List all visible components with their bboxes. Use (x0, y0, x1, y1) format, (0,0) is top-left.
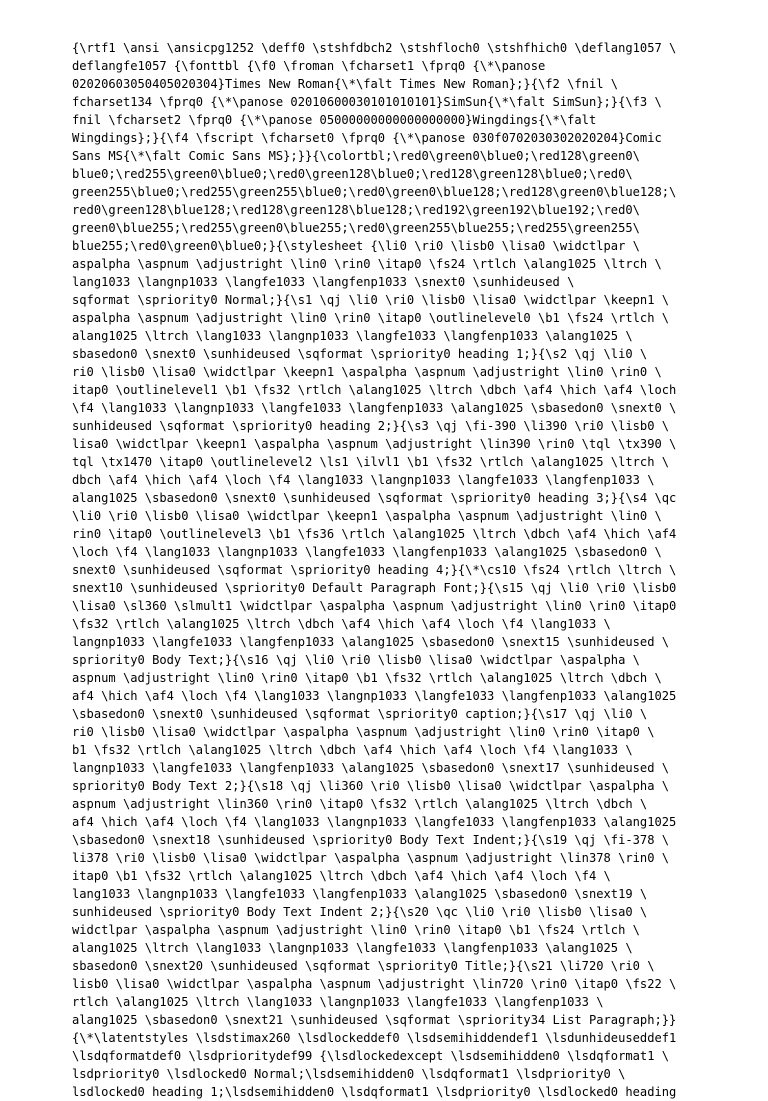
text-line: spriority0 Body Text 2;}{\s18 \qj \li360 \ri0 \lisb0 \lisa0 \widctlpar \aspalpha \ (72, 779, 670, 793)
text-line: \lsdqformatdef0 \lsdprioritydef99 {\lsdlockedexcept \lsdsemihidden0 \lsdqformat1 \ (72, 1049, 670, 1063)
text-line: spriority0 Body Text;}{\s16 \qj \li0 \ri0 \lisb0 \lisa0 \widctlpar \aspalpha \ (72, 653, 640, 667)
text-line: \fs32 \rtlch \alang1025 \ltrch \dbch \af4 \hich \af4 \loch \f4 \lang1033 \ (72, 617, 611, 631)
text-line: \lisa0 \sl360 \slmult1 \widctlpar \aspalpha \aspnum \adjustright \lin0 \rin0 \itap0 (72, 599, 677, 613)
text-line: green255\blue0;\red255\green255\blue0;\red0\green0\blue128;\red128\green0\blue128;\ (72, 185, 677, 199)
text-line: aspalpha \aspnum \adjustright \lin0 \rin0 \itap0 \fs24 \rtlch \alang1025 \ltrch \ (72, 257, 662, 271)
text-line: tql \tx1470 \itap0 \outlinelevel2 \ls1 \ilvl1 \b1 \fs32 \rtlch \alang1025 \ltrch \ (72, 455, 670, 469)
text-line: fcharset134 \fprq0 {\*\panose 02010600030101010101}SimSun{\*\falt SimSun};}{\f3 \ (72, 95, 662, 109)
text-line: aspnum \adjustright \lin0 \rin0 \itap0 \b1 \fs32 \rtlch \alang1025 \ltrch \dbch \ (72, 671, 662, 685)
text-line: blue0;\red255\green0\blue0;\red0\green128\blue0;\red128\green128\blue0;\red0\ (72, 167, 633, 181)
text-line: fnil \fcharset2 \fprq0 {\*\panose 05000000000000000000}Wingdings{\*\falt (72, 113, 597, 127)
text-line: ri0 \lisb0 \lisa0 \widctlpar \aspalpha \aspnum \adjustright \lin0 \rin0 \itap0 \ (72, 725, 655, 739)
text-line: dbch \af4 \hich \af4 \loch \f4 \lang1033 \langnp1033 \langfe1033 \langfenp1033 \ (72, 473, 655, 487)
text-line: sbasedon0 \snext0 \sunhideused \sqformat \spriority0 heading 1;}{\s2 \qj \li0 \ (72, 347, 648, 361)
text-line: li378 \ri0 \lisb0 \lisa0 \widctlpar \aspalpha \aspnum \adjustright \lin378 \rin0 \ (72, 851, 670, 865)
text-line: aspalpha \aspnum \adjustright \lin0 \rin0 \itap0 \outlinelevel0 \b1 \fs24 \rtlch \ (72, 311, 670, 325)
text-line: blue255;\red0\green0\blue0;}{\stylesheet {\li0 \ri0 \lisb0 \lisa0 \widctlpar \ (72, 239, 640, 253)
text-line: lsdlocked0 heading 1;\lsdsemihidden0 \lsdqformat1 \lsdpriority0 \lsdlocked0 heading (72, 1085, 677, 1099)
text-line: alang1025 \sbasedon0 \snext21 \sunhideused \sqformat \spriority34 List Paragraph;}} (72, 1013, 677, 1027)
text-line: lsdpriority0 \lsdlocked0 Normal;\lsdsemihidden0 \lsdqformat1 \lsdpriority0 \ (72, 1067, 626, 1081)
text-line: af4 \hich \af4 \loch \f4 \lang1033 \langnp1033 \langfe1033 \langfenp1033 \alang1025 (72, 689, 677, 703)
text-line: aspnum \adjustright \lin360 \rin0 \itap0 \fs32 \rtlch \alang1025 \ltrch \dbch \ (72, 797, 648, 811)
text-line: sbasedon0 \snext20 \sunhideused \sqformat \spriority0 Title;}{\s21 \li720 \ri0 \ (72, 959, 655, 973)
text-line: itap0 \b1 \fs32 \rtlch \alang1025 \ltrch \dbch \af4 \hich \af4 \loch \f4 \ (72, 869, 611, 883)
text-line: lang1033 \langnp1033 \langfe1033 \langfenp1033 \alang1025 \sbasedon0 \snext19 \ (72, 887, 648, 901)
text-line: snext0 \sunhideused \sqformat \spriority0 heading 4;}{\*\cs10 \fs24 \rtlch \ltrch \ (72, 563, 677, 577)
text-line: {\*\latentstyles \lsdstimax260 \lsdlockeddef0 \lsdsemihiddendef1 \lsdunhideuseddef1 (72, 1031, 677, 1045)
text-line: alang1025 \ltrch \lang1033 \langnp1033 \langfe1033 \langfenp1033 \alang1025 \ (72, 329, 633, 343)
text-line: \f4 \lang1033 \langnp1033 \langfe1033 \langfenp1033 \alang1025 \sbasedon0 \snext0 \ (72, 401, 677, 415)
text-line: Sans MS{\*\falt Comic Sans MS};}}{\colortbl;\red0\green0\blue0;\red128\green0\ (72, 149, 640, 163)
text-line: rtlch \alang1025 \ltrch \lang1033 \langnp1033 \langfe1033 \langfenp1033 \ (72, 995, 604, 1009)
text-line: widctlpar \aspalpha \aspnum \adjustright \lin0 \rin0 \itap0 \b1 \fs24 \rtlch \ (72, 923, 640, 937)
text-line: Wingdings};}{\f4 \fscript \fcharset0 \fprq0 {\*\panose 030f0702030302020204}Comic (72, 131, 662, 145)
text-line: snext10 \sunhideused \spriority0 Default Paragraph Font;}{\s15 \qj \li0 \ri0 \lisb0 (72, 581, 677, 595)
text-line: \li0 \ri0 \lisb0 \lisa0 \widctlpar \keepn1 \aspalpha \aspnum \adjustright \lin0 \ (72, 509, 662, 523)
text-line: ri0 \lisb0 \lisa0 \widctlpar \keepn1 \aspalpha \aspnum \adjustright \lin0 \rin0 \ (72, 365, 662, 379)
text-line: b1 \fs32 \rtlch \alang1025 \ltrch \dbch \af4 \hich \af4 \loch \f4 \lang1033 \ (72, 743, 633, 757)
rtf-source-text (72, 39, 712, 1101)
text-line: {\rtf1 \ansi \ansicpg1252 \deff0 \stshfdbch2 \stshfloch0 \stshfhich0 \deflang1057 \ (72, 41, 677, 55)
text-line: lisa0 \widctlpar \keepn1 \aspalpha \aspnum \adjustright \lin390 \rin0 \tql \tx390 \ (72, 437, 677, 451)
text-line: \sbasedon0 \snext18 \sunhideused \spriority0 Body Text Indent;}{\s19 \qj \fi-378 \ (72, 833, 670, 847)
text-line: af4 \hich \af4 \loch \f4 \lang1033 \langnp1033 \langfe1033 \langfenp1033 \alang1025 (72, 815, 677, 829)
text-line: sunhideused \spriority0 Body Text Indent 2;}{\s20 \qc \li0 \ri0 \lisb0 \lisa0 \ (72, 905, 648, 919)
text-line: langnp1033 \langfe1033 \langfenp1033 \alang1025 \sbasedon0 \snext17 \sunhideused \ (72, 761, 670, 775)
text-line: deflangfe1057 {\fonttbl {\f0 \froman \fcharset1 \fprq0 {\*\panose (72, 59, 546, 73)
text-line: green0\blue255;\red255\green0\blue255;\red0\green255\blue255;\red255\green255\ (72, 221, 640, 235)
text-line: lang1033 \langnp1033 \langfe1033 \langfenp1033 \snext0 \sunhideused \ (72, 275, 575, 289)
text-line: langnp1033 \langfe1033 \langfenp1033 \alang1025 \sbasedon0 \snext15 \sunhideused \ (72, 635, 670, 649)
text-line: rin0 \itap0 \outlinelevel3 \b1 \fs36 \rtlch \alang1025 \ltrch \dbch \af4 \hich \af4 (72, 527, 677, 541)
text-line: lisb0 \lisa0 \widctlpar \aspalpha \aspnum \adjustright \lin720 \rin0 \itap0 \fs22 \ (72, 977, 677, 991)
text-line: alang1025 \sbasedon0 \snext0 \sunhideused \sqformat \spriority0 heading 3;}{\s4 \qc (72, 491, 677, 505)
text-line: red0\green128\blue128;\red128\green128\blue128;\red192\green192\blue192;\red0\ (72, 203, 640, 217)
text-line: \loch \f4 \lang1033 \langnp1033 \langfe1033 \langfenp1033 \alang1025 \sbasedon0 \ (72, 545, 662, 559)
text-line: 02020603050405020304}Times New Roman{\*\falt Times New Roman};}{\f2 \fnil \ (72, 77, 619, 91)
text-line: itap0 \outlinelevel1 \b1 \fs32 \rtlch \alang1025 \ltrch \dbch \af4 \hich \af4 \loch (72, 383, 677, 397)
text-line: sqformat \spriority0 Normal;}{\s1 \qj \li0 \ri0 \lisb0 \lisa0 \widctlpar \keepn1 \ (72, 293, 670, 307)
text-line: \sbasedon0 \snext0 \sunhideused \sqformat \spriority0 caption;}{\s17 \qj \li0 \ (72, 707, 648, 721)
text-line: sunhideused \sqformat \spriority0 heading 2;}{\s3 \qj \fi-390 \li390 \ri0 \lisb0 \ (72, 419, 670, 433)
text-line: alang1025 \ltrch \lang1033 \langnp1033 \langfe1033 \langfenp1033 \alang1025 \ (72, 941, 633, 955)
